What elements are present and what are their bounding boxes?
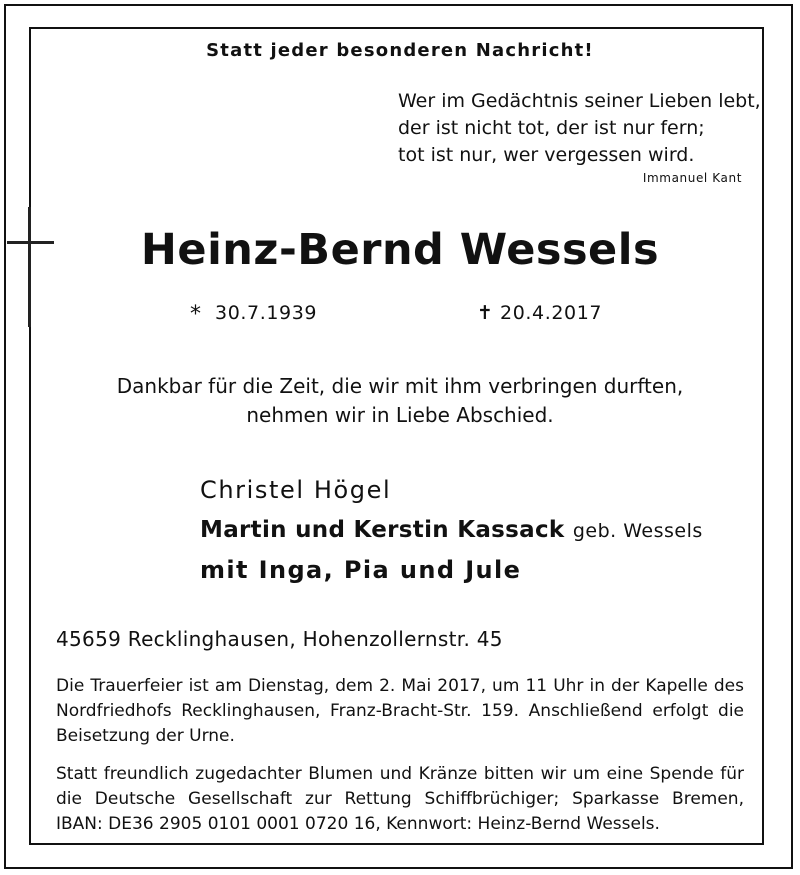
mourner-line-2-main: Martin und Kerstin Kassack bbox=[200, 517, 565, 543]
quote-line-1: Wer im Gedächtnis seiner Lieben lebt, bbox=[398, 90, 761, 112]
mourner-line-2 bbox=[200, 517, 703, 543]
birth-star-icon: * bbox=[190, 302, 201, 327]
headline: Statt jeder besonderen Nachricht! bbox=[206, 40, 594, 61]
quote-line-2: der ist nicht tot, der ist nur fern; bbox=[398, 117, 705, 139]
quote-line-3: tot ist nur, wer vergessen wird. bbox=[398, 144, 695, 166]
death-date: 20.4.2017 bbox=[500, 302, 603, 324]
mourner-line-1: Christel Högel bbox=[200, 476, 392, 504]
donation-info: Statt freundlich zugedachter Blumen und Kränze bitten wir um eine Spende für die Deutsche Gesellschaft zur Rettung Schiffbrüchiger; Sparkasse Bremen, IBAN: DE36 2905 0101 0001 0720 16, Kennwort: Heinz-Bernd Wessels. bbox=[56, 764, 744, 834]
funeral-info: Die Trauerfeier ist am Dienstag, dem 2. Mai 2017, um 11 Uhr in der Kapelle des Nordfriedhofs Recklinghausen, Franz-Bracht-Str. 159. Anschließend erfolgt die Beisetzung der Urne. bbox=[56, 676, 744, 746]
thanks-line-2: nehmen wir in Liebe Abschied. bbox=[246, 403, 554, 427]
mourner-line-2-suffix: geb. Wessels bbox=[572, 520, 703, 542]
address: 45659 Recklinghausen, Hohenzollernstr. 45 bbox=[56, 627, 503, 651]
thanks-line-1: Dankbar für die Zeit, die wir mit ihm verbringen durften, bbox=[116, 374, 684, 398]
quote-author: Immanuel Kant bbox=[642, 171, 742, 185]
birth-date: 30.7.1939 bbox=[215, 302, 318, 324]
death-cross-icon: ✝ bbox=[477, 302, 493, 324]
mourner-line-3: mit Inga, Pia und Jule bbox=[200, 556, 522, 584]
deceased-name: Heinz-Bernd Wessels bbox=[140, 225, 660, 275]
